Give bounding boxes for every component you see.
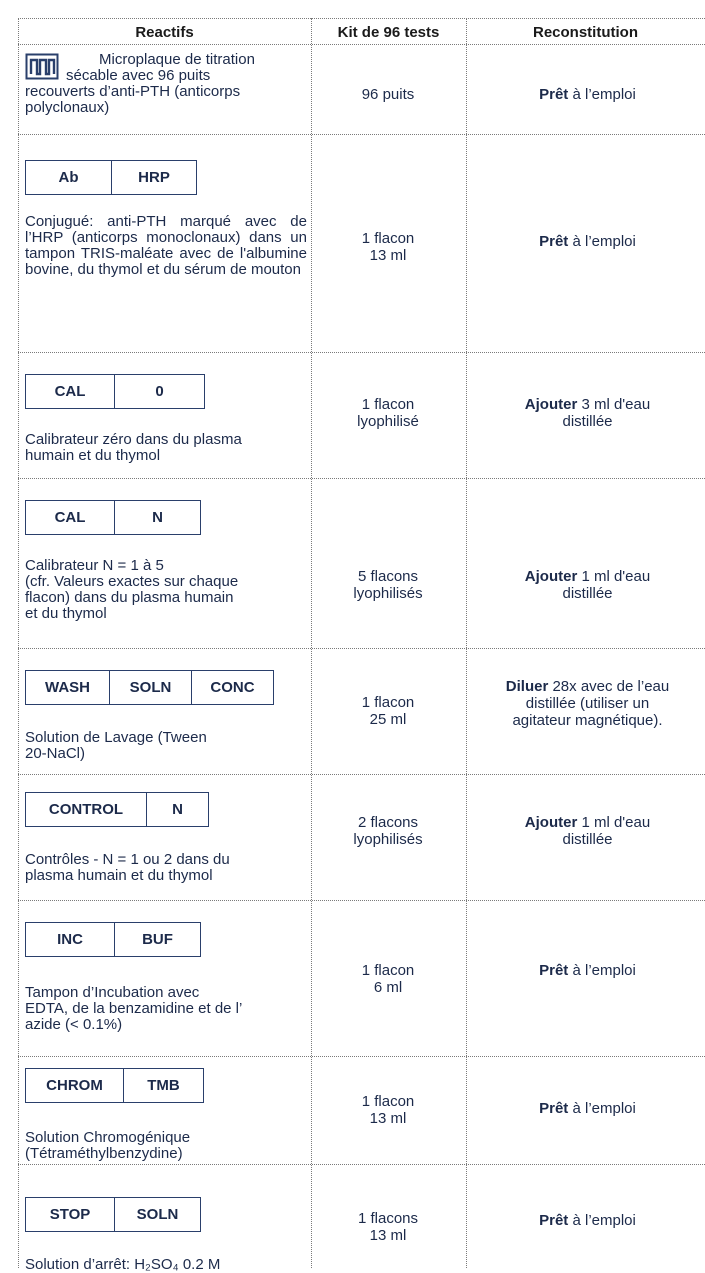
row-divider [18,134,705,135]
reconstitution-text: Prêt à l’emploi [539,86,636,103]
reactif-description: Contrôles - N = 1 ou 2 dans du plasma humain et du thymol [25,851,230,884]
symbol-label [25,922,201,957]
reconstitution-text: Prêt à l’emploi [539,962,636,979]
row-divider [18,648,705,649]
column-divider [311,18,312,1268]
header-reactifs: Reactifs [135,24,194,41]
table-border-left [18,18,19,1268]
reactif-description: Solution d’arrêt: H₂SO₄ 0.2 M [25,1256,221,1273]
symbol-label [25,1068,204,1103]
symbol-cell: CHROM [46,1077,103,1094]
row-divider [18,900,705,901]
reactif-description: Calibrateur N = 1 à 5 (cfr. Valeurs exactes sur chaque flacon) dans du plasma humain et du thymol [25,557,239,622]
reconstitution-text: Prêt à l’emploi [539,1100,636,1117]
kit-quantity: 5 flacons lyophilisés [353,568,423,602]
kit-quantity: 1 flacon lyophilisé [357,396,419,430]
header-reconstitution: Reconstitution [533,24,638,41]
row-divider [18,1164,705,1165]
symbol-label [25,500,201,535]
symbol-cell: WASH [45,679,90,696]
kit-quantity: 1 flacon 6 ml [361,962,415,996]
row-divider [18,478,705,479]
reactif-description: Microplaque de titration sécable avec 96 puits recouverts d’anti-PTH (anticorps polyclonaux) [25,51,255,116]
symbol-cell: HRP [111,161,196,194]
reconstitution-text: Ajouter 1 ml d'eau distillée [524,568,651,602]
reactif-description: Solution Chromogénique (Tétraméthylbenzydine) [25,1129,191,1162]
symbol-cell: Ab [58,169,79,186]
reactif-description: Tampon d’Incubation avec EDTA, de la benzamidine et de l’ azide (< 0.1%) [25,984,243,1033]
symbol-cell: CAL [54,383,86,400]
symbol-cell: STOP [49,1206,91,1223]
symbol-cell: SOLN [114,1198,200,1231]
reconstitution-text: Ajouter 1 ml d'eau distillée [524,814,651,848]
reactif-description: Conjugué: anti-PTH marqué avec de l’HRP (anticorps monoclonaux) dans un tampon TRIS-maléate avec de l'albumine bovine, du thymol et du sérum de mouton [25,213,307,278]
symbol-cell: SOLN [109,671,191,704]
symbol-cell: CONC [191,671,273,704]
symbol-cell: N [146,793,208,826]
kit-quantity: 1 flacons 13 ml [357,1210,419,1244]
reconstitution-text: Prêt à l’emploi [539,233,636,250]
column-divider [466,18,467,1268]
header-kit: Kit de 96 tests [337,24,440,41]
symbol-label [25,792,209,827]
row-divider [18,44,705,45]
symbol-label [25,1197,201,1232]
row-divider [18,1056,705,1057]
symbol-cell: TMB [123,1069,203,1102]
reactif-description: Calibrateur zéro dans du plasma humain et du thymol [25,431,242,464]
row-divider [18,18,705,19]
kit-quantity: 1 flacon 25 ml [361,694,415,728]
kit-quantity: 96 puits [361,86,415,103]
reconstitution-text: Ajouter 3 ml d'eau distillée [524,396,651,430]
kit-quantity: 1 flacon 13 ml [361,230,415,264]
symbol-cell: CONTROL [48,801,124,818]
symbol-cell: INC [57,931,83,948]
kit-quantity: 2 flacons lyophilisés [353,814,423,848]
row-divider [18,774,705,775]
reactif-description: Solution de Lavage (Tween 20-NaCl) [25,729,207,762]
symbol-label [25,374,205,409]
symbol-cell: N [114,501,200,534]
symbol-label [25,670,274,705]
reconstitution-text: Diluer 28x avec de l’eau distillée (utiliser un agitateur magnétique). [505,678,670,729]
symbol-label [25,160,197,195]
symbol-cell: 0 [114,375,204,408]
symbol-cell: CAL [54,509,86,526]
symbol-cell: BUF [114,923,200,956]
reconstitution-text: Prêt à l’emploi [539,1212,636,1229]
row-divider [18,352,705,353]
kit-quantity: 1 flacon 13 ml [361,1093,415,1127]
